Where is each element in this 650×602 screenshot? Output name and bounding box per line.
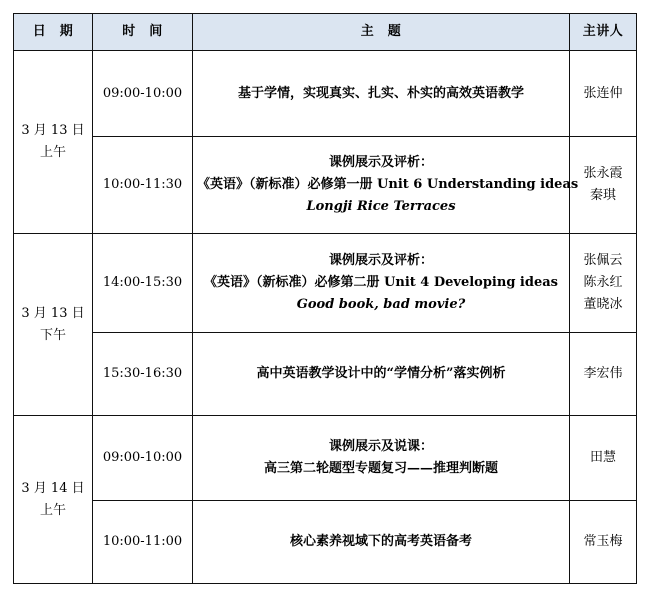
- speaker-name: 张连仲: [583, 85, 623, 101]
- date-cell: [14, 234, 93, 416]
- date-period: 上午: [39, 502, 66, 518]
- date-cell: [14, 416, 93, 584]
- topic-line: 核心素养视域下的高考英语备考: [289, 534, 472, 549]
- speaker-cell: [570, 416, 637, 501]
- topic-cell: [193, 234, 570, 333]
- topic-line: 课例展示及评析：: [328, 155, 433, 170]
- speaker-name: 秦琪: [589, 188, 616, 203]
- time-cell: 09:00-10:00: [93, 416, 193, 501]
- topic-line: 《英语》（新标准）必修第一册 Unit 6 Understanding ideas: [197, 177, 579, 192]
- date-period: 下午: [39, 327, 66, 343]
- time-cell: 14:00-15:30: [93, 234, 193, 333]
- topic-lesson-title: Longji Rice Terraces: [306, 199, 456, 214]
- time-cell: 10:00-11:00: [93, 501, 193, 584]
- date-day: 3 月 14 日: [21, 480, 85, 496]
- speaker-name: 常玉梅: [583, 534, 623, 549]
- table-row: [14, 137, 637, 234]
- date-cell: [14, 51, 93, 234]
- speaker-cell: [570, 51, 637, 137]
- topic-cell: [193, 501, 570, 584]
- topic-cell: [193, 416, 570, 501]
- time-cell: 09:00-10:00: [93, 51, 193, 137]
- speaker-name: 李宏伟: [583, 366, 623, 381]
- speaker-cell: [570, 137, 637, 234]
- date-day: 3 月 13 日: [21, 123, 85, 138]
- header-time: 时 间: [93, 14, 193, 51]
- topic-line: 高三第二轮题型专题复习——推理判断题: [263, 461, 498, 476]
- topic-cell: [193, 51, 570, 137]
- table-row: [14, 51, 637, 137]
- header-speaker: 主讲人: [570, 14, 637, 51]
- date-period: 上午: [39, 145, 66, 160]
- table-row: [14, 416, 637, 501]
- topic-line: 高中英语教学设计中的“学情分析”落实例析: [256, 366, 506, 381]
- header-date: 日 期: [14, 14, 93, 51]
- topic-line: 《英语》（新标准）必修第二册 Unit 4 Developing ideas: [204, 275, 558, 290]
- topic-line: 课例展示及评析：: [328, 253, 433, 268]
- topic-lesson-title: Good book, bad movie?: [296, 297, 466, 312]
- table-row: [14, 234, 637, 333]
- schedule-table: [13, 13, 637, 584]
- speaker-cell: [570, 234, 637, 333]
- speaker-name: 陈永红: [583, 275, 623, 290]
- header-topic: 主 题: [193, 14, 570, 51]
- speaker-name: 张佩云: [583, 253, 623, 268]
- topic-line: 课例展示及说课：: [328, 439, 433, 454]
- speaker-cell: [570, 333, 637, 416]
- time-cell: 15:30-16:30: [93, 333, 193, 416]
- topic-cell: [193, 137, 579, 234]
- topic-cell: [193, 333, 570, 416]
- speaker-name: 田慧: [589, 450, 616, 465]
- speaker-cell: [570, 501, 637, 584]
- header-row: [14, 14, 637, 51]
- table-row: [14, 333, 637, 416]
- time-cell: 10:00-11:30: [93, 137, 193, 234]
- topic-line: 基于学情，实现真实、扎实、朴实的高效英语教学: [237, 85, 524, 101]
- speaker-name: 张永霞: [583, 166, 623, 181]
- date-day: 3 月 13 日: [21, 305, 85, 321]
- speaker-name: 董晓冰: [583, 297, 623, 312]
- table-row: [14, 501, 637, 584]
